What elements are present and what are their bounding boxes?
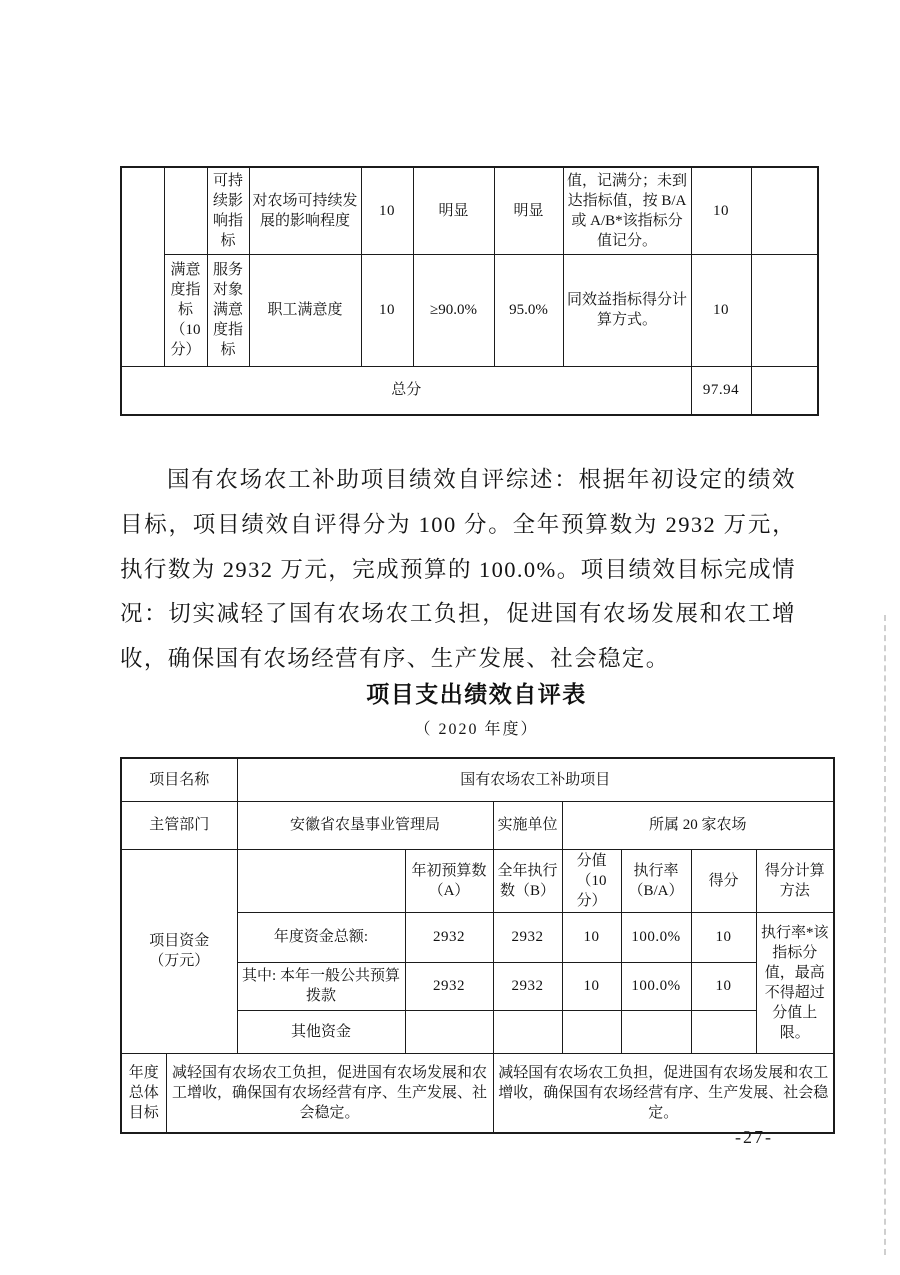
point-value-cell: 10: [562, 962, 621, 1010]
point-value-cell: 10: [562, 912, 621, 962]
funds-header-row: [121, 849, 834, 912]
executed-cell: 2932: [493, 912, 562, 962]
summary-paragraph: 国有农场农工补助项目绩效自评综述：根据年初设定的绩效目标，项目绩效自评得分为 100 分。全年预算数为 2932 万元，执行数为 2932 万元，完成预算的 100.0%。项目绩效目标完成情况：切实减轻了国有农场农工负担，促进国有农场发展和农工增收，确保国有农场经营有序、生产发展、社会稳定。: [120, 467, 796, 672]
budget-cell: 2932: [405, 962, 493, 1010]
empty-remark-cell: [751, 366, 818, 415]
score-cell: 10: [691, 167, 751, 254]
point-value-cell: [562, 1010, 621, 1053]
rate-cell: 100.0%: [621, 912, 691, 962]
method-text-cell: 执行率*该指标分值，最高不得超过分值上限。: [756, 912, 834, 1053]
actual-value-cell: 明显: [494, 167, 563, 254]
indicator-table: [120, 166, 819, 416]
target-value-cell: 明显: [413, 167, 494, 254]
report-title: 项目支出绩效自评表: [366, 681, 587, 707]
project-name-label-cell: 项目名称: [121, 758, 237, 801]
dept-value-cell: 安徽省农垦事业管理局: [237, 801, 493, 849]
point-value-cell: 10: [361, 167, 413, 254]
empty-remark-cell: [751, 254, 818, 366]
fund-row-label-cell: 其中: 本年一般公共预算拨款: [237, 962, 405, 1010]
funds-label: 项目资金（万元）: [149, 933, 210, 969]
header-budget-cell: 年初预算数（A）: [405, 849, 493, 912]
department-row: [121, 801, 834, 849]
report-subtitle: （ 2020 年度）: [414, 721, 539, 738]
rate-cell: 100.0%: [621, 962, 691, 1010]
category2-cell: 满意度指标（10分）: [164, 254, 207, 366]
page-number: -27-: [735, 1127, 773, 1147]
table-row: [121, 254, 818, 366]
empty-category1-cell: [121, 167, 164, 366]
scan-artifact-line: [884, 615, 886, 1255]
score-cell: 10: [691, 254, 751, 366]
empty-remark-cell: [751, 167, 818, 254]
score-cell: [691, 1010, 756, 1053]
executed-cell: 2932: [493, 962, 562, 1010]
rate-cell: [621, 1010, 691, 1053]
goal-label-cell: 年度总体目标: [121, 1053, 166, 1133]
category3-cell: 服务对象满意度指标: [207, 254, 249, 366]
budget-cell: 2932: [405, 912, 493, 962]
project-name-value-cell: 国有农场农工补助项目: [237, 758, 834, 801]
indicator-cell: 对农场可持续发展的影响程度: [249, 167, 361, 254]
total-row: [121, 366, 818, 415]
self-evaluation-table: [120, 757, 835, 1134]
impl-label-cell: 实施单位: [493, 801, 562, 849]
score-cell: 10: [691, 962, 756, 1010]
header-method-cell: 得分计算方法: [756, 849, 834, 912]
category3-cell: 可持续影响指标: [207, 167, 249, 254]
dept-label-cell: 主管部门: [121, 801, 237, 849]
actual-value-cell: 95.0%: [494, 254, 563, 366]
header-executed-cell: 全年执行数（B）: [493, 849, 562, 912]
project-name-row: [121, 758, 834, 801]
header-rate-cell: 执行率（B/A）: [621, 849, 691, 912]
impl-value-cell: 所属 20 家农场: [562, 801, 834, 849]
empty-category2-cell: [164, 167, 207, 254]
fund-row-label-cell: 其他资金: [237, 1010, 405, 1053]
funds-label-cell: [121, 849, 237, 1053]
scoring-method-cell: 值，记满分；未到达指标值，按 B/A 或 A/B*该指标分值记分。: [563, 167, 691, 254]
executed-cell: [493, 1010, 562, 1053]
title-block: [120, 676, 833, 739]
indicator-cell: 职工满意度: [249, 254, 361, 366]
goal-left-cell: 减轻国有农场农工负担，促进国有农场发展和农工增收，确保国有农场经营有序、生产发展、社会稳定。: [166, 1053, 493, 1133]
target-value-cell: ≥90.0%: [413, 254, 494, 366]
total-label-cell: 总分: [121, 366, 691, 415]
table-row: [121, 167, 818, 254]
annual-goal-row: [121, 1053, 834, 1133]
header-point-value-cell: 分值（10分）: [562, 849, 621, 912]
empty-header-cell: [237, 849, 405, 912]
scoring-method-cell: 同效益指标得分计算方式。: [563, 254, 691, 366]
score-cell: 10: [691, 912, 756, 962]
fund-row-label-cell: 年度资金总额:: [237, 912, 405, 962]
header-score-cell: 得分: [691, 849, 756, 912]
total-score-cell: 97.94: [691, 366, 751, 415]
budget-cell: [405, 1010, 493, 1053]
goal-right-cell: 减轻国有农场农工负担，促进国有农场发展和农工增收，确保国有农场经营有序、生产发展、社会稳定。: [493, 1053, 834, 1133]
point-value-cell: 10: [361, 254, 413, 366]
